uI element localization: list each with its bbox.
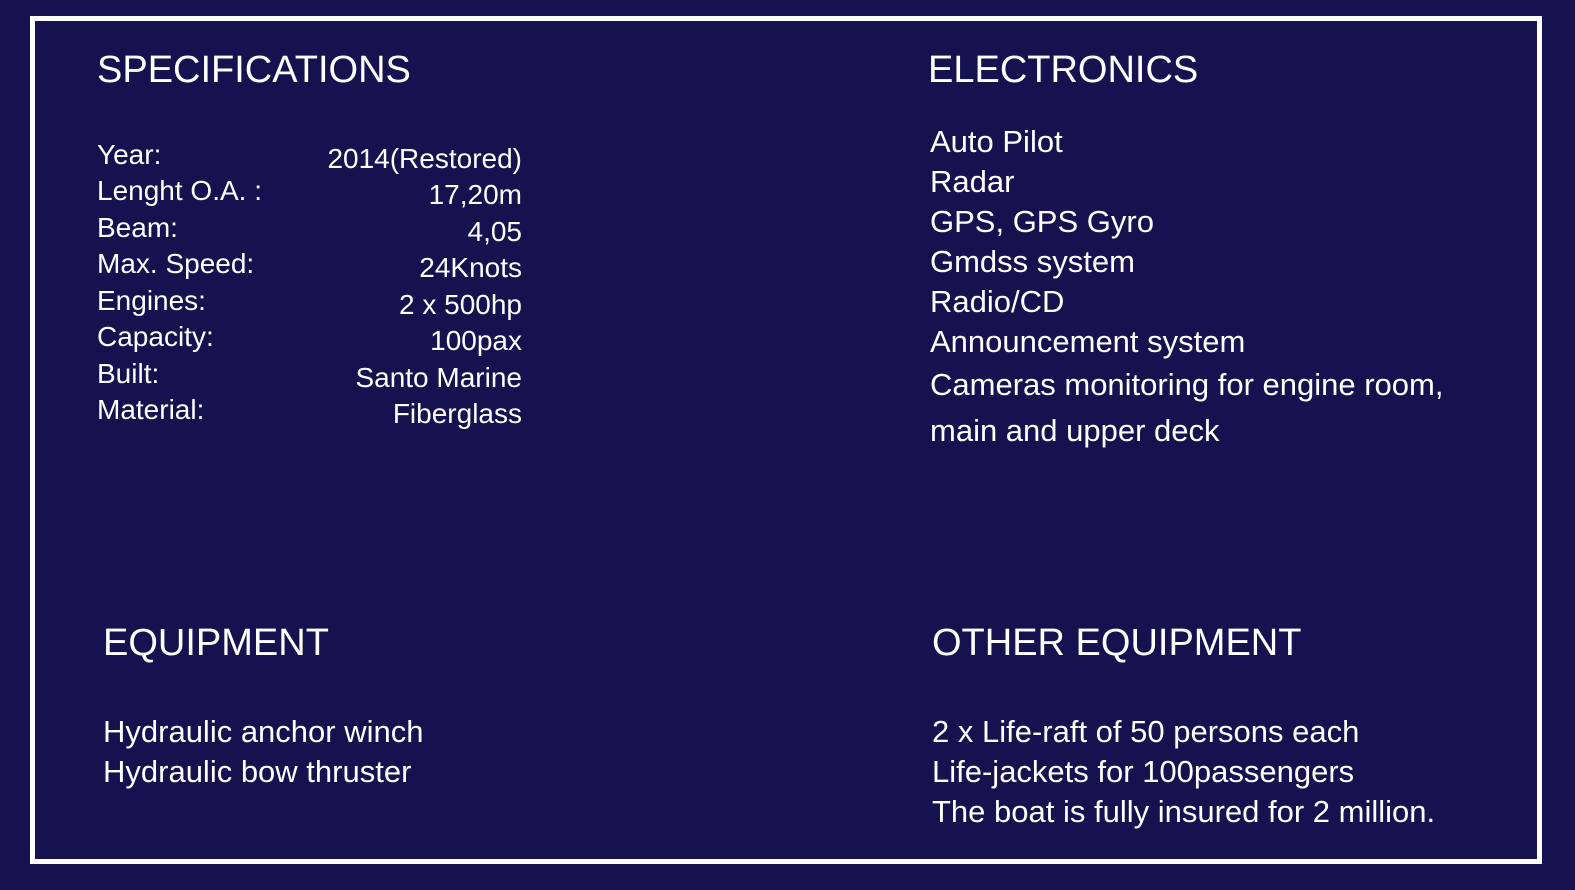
list-item: Cameras monitoring for engine room, main and upper deck — [930, 367, 1444, 448]
other-equipment-heading: OTHER EQUIPMENT — [932, 622, 1302, 664]
spec-label: Beam: — [97, 212, 178, 243]
spec-value: 4,05 — [467, 216, 522, 247]
list-item: Auto Pilot — [930, 124, 1063, 159]
specifications-heading: SPECIFICATIONS — [97, 49, 411, 91]
electronics-heading: ELECTRONICS — [928, 49, 1199, 91]
spec-row-material — [97, 394, 522, 430]
list-item: Hydraulic anchor winch — [103, 714, 424, 749]
spec-row-beam — [97, 212, 522, 248]
other-equipment-list — [932, 712, 1435, 832]
spec-label: Engines: — [97, 285, 206, 316]
spec-label: Material: — [97, 394, 205, 425]
spec-row-length — [97, 175, 522, 211]
spec-row-engines — [97, 285, 522, 321]
spec-label: Year: — [97, 139, 162, 170]
spec-value: 2 x 500hp — [399, 289, 522, 320]
spec-value: Fiberglass — [392, 398, 522, 429]
electronics-list — [930, 122, 1490, 454]
spec-label: Capacity: — [97, 321, 214, 352]
list-item: 2 x Life-raft of 50 persons each — [932, 714, 1360, 749]
spec-label: Lenght O.A. : — [97, 175, 262, 206]
list-item: The boat is fully insured for 2 million. — [932, 794, 1436, 829]
list-item: Radar — [930, 164, 1015, 199]
list-item: GPS, GPS Gyro — [930, 204, 1154, 239]
spec-row-max-speed — [97, 248, 522, 284]
spec-label: Built: — [97, 358, 160, 389]
spec-label: Max. Speed: — [97, 248, 255, 279]
list-item: Life-jackets for 100passengers — [932, 754, 1355, 789]
list-item: Hydraulic bow thruster — [103, 754, 412, 789]
equipment-list — [103, 712, 423, 792]
spec-row-year — [97, 139, 522, 175]
spec-value: 100pax — [430, 325, 522, 356]
spec-row-capacity — [97, 321, 522, 357]
list-item: Announcement system — [930, 324, 1246, 359]
spec-value: 17,20m — [428, 179, 522, 210]
spec-value: 24Knots — [419, 252, 522, 283]
spec-value: 2014(Restored) — [327, 143, 522, 174]
spec-row-built — [97, 358, 522, 394]
equipment-heading: EQUIPMENT — [103, 622, 329, 664]
list-item: Radio/CD — [930, 284, 1065, 319]
spec-value: Santo Marine — [355, 362, 522, 393]
list-item: Gmdss system — [930, 244, 1135, 279]
